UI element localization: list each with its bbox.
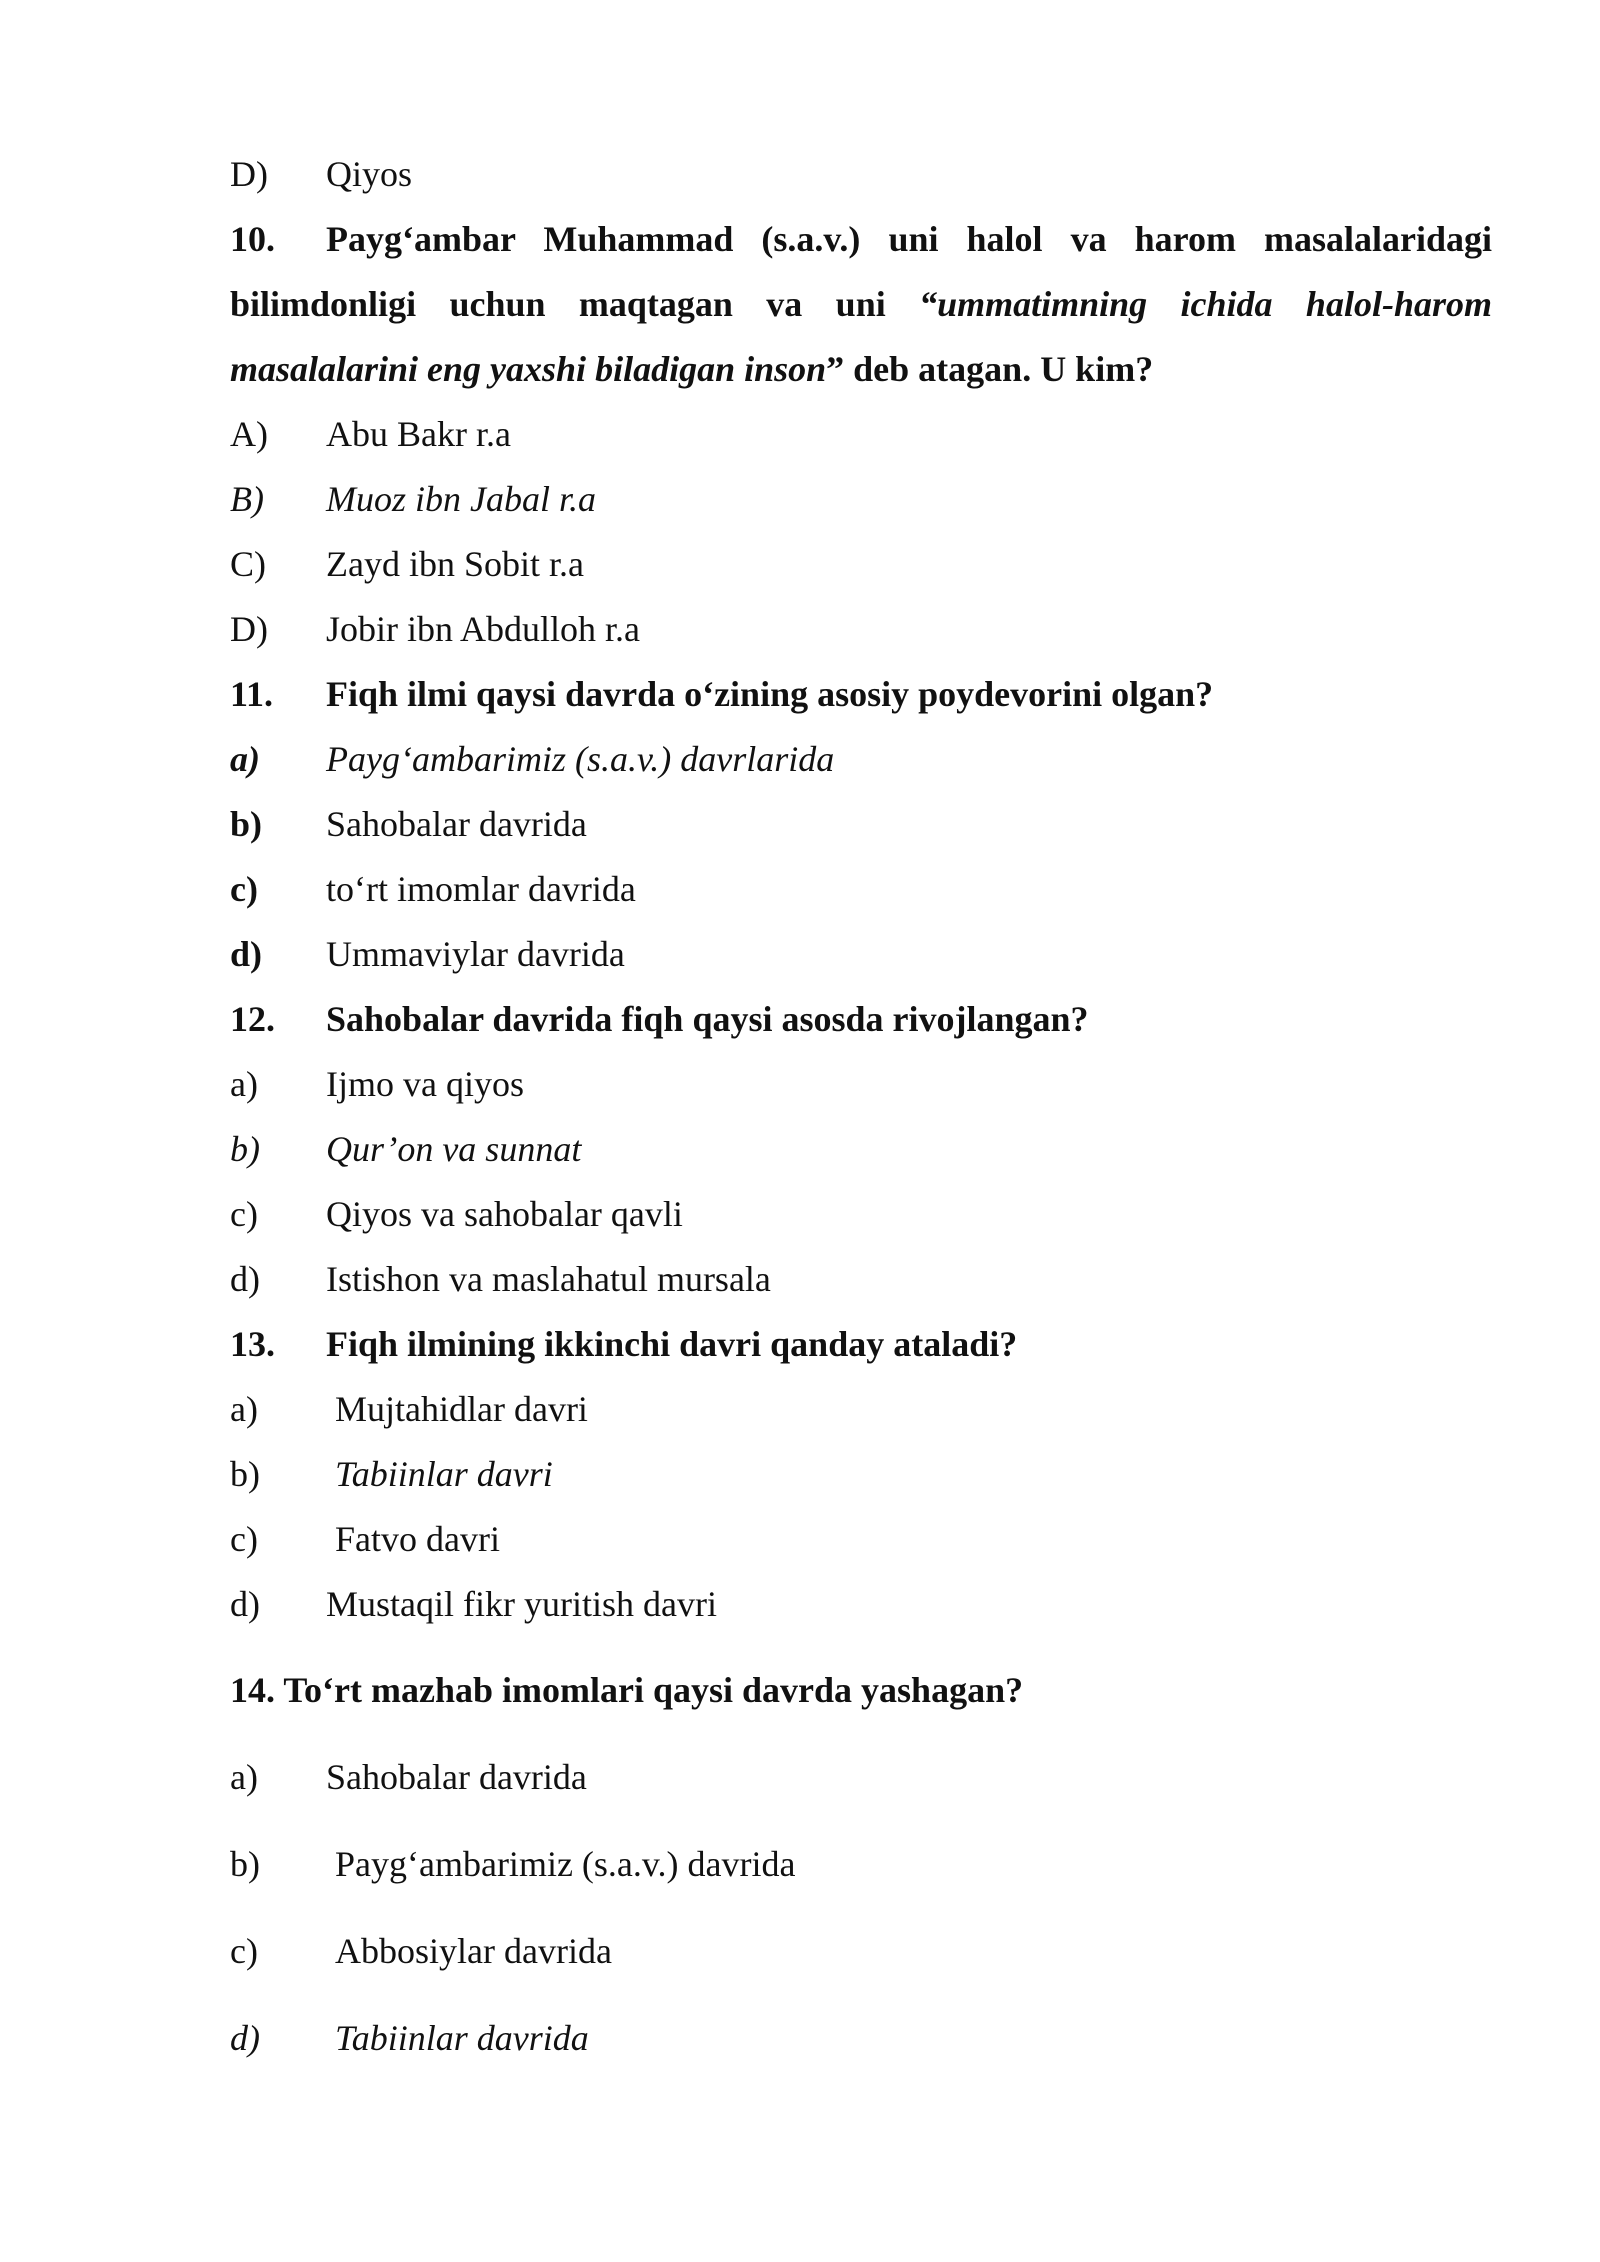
option-label: b) [230,804,263,844]
question-number: 12. [230,999,275,1039]
option-label: b) [230,1129,260,1169]
option-label: d) [230,934,263,974]
option-label: a) [230,1757,258,1797]
option-text: Qiyos va sahobalar qavli [326,1194,683,1234]
option-label: a) [230,739,260,779]
option-text: Sahobalar davrida [326,804,587,844]
option-text: Ummaviylar davrida [326,934,625,974]
option-label: c) [230,1194,258,1234]
question-text: Fiqh ilmi qaysi davrda o‘zining asosiy poydevorini olgan? [326,674,1214,714]
option-label: b) [230,1844,260,1884]
option-text: Jobir ibn Abdulloh r.a [326,609,640,649]
option-label: d) [230,1259,260,1299]
option-label: c) [230,1931,258,1971]
option-text: Istishon va maslahatul mursala [326,1259,771,1299]
question-quote: “ummatimning ichida halol-harom [919,284,1492,324]
option-text: Zayd ibn Sobit r.a [326,544,584,584]
q10-question-line3 [230,347,1492,391]
question-number: 13. [230,1324,275,1364]
option-text: Abu Bakr r.a [326,414,511,454]
question-text: ” deb atagan. U kim? [826,349,1154,389]
option-text: Mujtahidlar davri [335,1389,588,1429]
question-text: Fiqh ilmining ikkinchi davri qanday ataladi? [326,1324,1018,1364]
option-label: a) [230,1389,258,1429]
q14-question: 14. To‘rt mazhab imomlari qaysi davrda yashagan? [230,1670,1024,1710]
option-text: Tabiinlar davrida [335,2018,589,2058]
option-text: Mustaqil fikr yuritish davri [326,1584,717,1624]
option-label: c) [230,1519,258,1559]
option-text: Tabiinlar davri [335,1454,553,1494]
option-text: Abbosiylar davrida [335,1931,612,1971]
option-text: Sahobalar davrida [326,1757,587,1797]
option-text: Payg‘ambarimiz (s.a.v.) davrida [335,1844,796,1884]
question-quote: masalalarini eng yaxshi biladigan inson [230,349,827,389]
question-text: Sahobalar davrida fiqh qaysi asosda rivojlangan? [326,999,1089,1039]
option-text: Qiyos [326,154,413,194]
option-text: Qur’on va sunnat [326,1129,582,1169]
question-number: 10. [230,219,275,259]
question-text: bilimdonligi uchun maqtagan va uni [230,284,920,324]
question-number: 11. [230,674,274,714]
option-label: B) [230,479,264,519]
option-text: Muoz ibn Jabal r.a [326,479,596,519]
option-label: b) [230,1454,260,1494]
option-text: Ijmo va qiyos [326,1064,524,1104]
option-label: d) [230,2018,260,2058]
option-text: Fatvo davri [335,1519,500,1559]
q10-question-line2 [230,282,1492,326]
option-text: Payg‘ambarimiz (s.a.v.) davrlarida [326,739,835,779]
question-text: Payg‘ambar Muhammad (s.a.v.) uni halol va harom masalalaridagi [326,219,1492,259]
option-label: c) [230,869,258,909]
option-label: D) [230,154,268,194]
option-label: d) [230,1584,260,1624]
option-text: to‘rt imomlar davrida [326,869,636,909]
option-label: A) [230,414,268,454]
option-label: C) [230,544,266,584]
option-label: D) [230,609,268,649]
option-label: a) [230,1064,258,1104]
